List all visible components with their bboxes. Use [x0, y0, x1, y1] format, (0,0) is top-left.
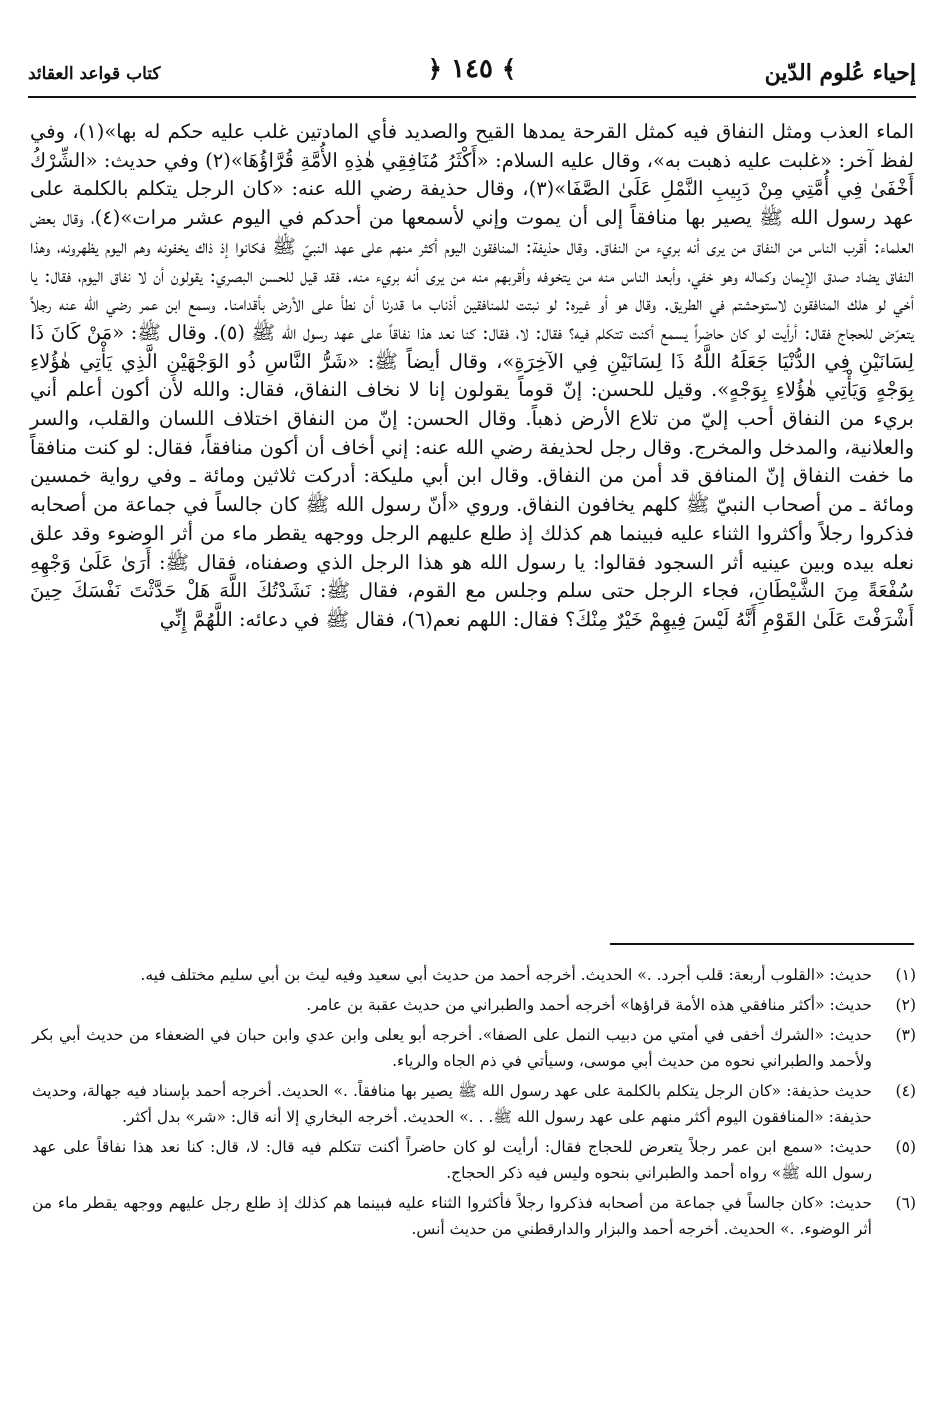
footnote-number: (٤) — [895, 1082, 916, 1100]
section-title: كتاب قواعد العقائد — [28, 64, 161, 84]
footnote-5 — [32, 1134, 916, 1186]
footnote-divider — [610, 943, 914, 945]
main-text — [30, 118, 914, 635]
footnote-text: حديث: «أكثر منافقي هذه الأمة قراؤها» أخرجه أحمد والطبراني من حديث عقبة بن عامر. — [306, 996, 872, 1014]
page-number: ١٤٥ — [451, 54, 493, 84]
footnote-number: (٥) — [895, 1138, 916, 1156]
footnote-text: حديث: «الشرك أخفى في أمتي من دبيب النمل على الصفا». أخرجه أبو يعلى وابن عدي وابن حبان في الضعفاء من حديث أبي بكر ولأحمد والطبراني نحوه من حديث أبي موسى، وسيأتي في ذم الجاه والرياء. — [32, 1026, 872, 1070]
footnote-text: حديث حذيفة: «كان الرجل يتكلم بالكلمة على عهد رسول الله ﷺ يصير بها منافقاً. .» الحديث. أخرجه أحمد بإسناد فيه جهالة، وحديث حذيفة: «المنافقون اليوم أكثر منهم على عهد رسول الله ﷺ. . .» الحديث. أخرجه البخاري إلا أنه قال: «شر» بدل أكثر. — [32, 1082, 872, 1126]
footnote-text: حديث: «القلوب أربعة: قلب أجرد. .» الحديث. أخرجه أحمد من حديث أبي سعيد وفيه ليث بن أبي سليم مختلف فيه. — [140, 966, 872, 984]
footnote-4 — [32, 1078, 916, 1130]
footnote-1 — [32, 962, 916, 988]
footnotes-section — [32, 962, 916, 1246]
book-title: إحياء عُلوم الدّين — [764, 60, 916, 86]
header-divider — [28, 96, 916, 98]
footnote-number: (٣) — [895, 1026, 916, 1044]
footnote-number: (١) — [895, 966, 916, 984]
page-number-box — [428, 54, 516, 84]
footnote-text: حديث: «كان جالساً في جماعة من أصحابه فذكروا رجلاً فأكثروا الثناء عليه فبينما هم كذلك إذ طلع رجل عليهم ووجهه يقطر ماء من أثر الوضوء. .» الحديث. أخرجه أحمد والبزار والدارقطني من حديث أنس. — [32, 1194, 872, 1238]
body-paragraph: الماء العذب ومثل النفاق فيه كمثل القرحة يمدها القيح والصديد فأي المادتين غلب عليه حكم له بها»(١)، وفي لفظ آخر: «غلبت عليه ذهبت به»، وقال عليه السلام: «أَكْثَرُ مُنَافِقِي هٰذِهِ الأُمَّةِ قُرَّاؤُهَا»(٢) وفي حديث: «الشِّرْكُ أَخْفَىٰ فِي أُمَّتِي مِنْ دَبِيبِ النَّمْلِ عَلَىٰ الصَّفَا»(٣)، وقال حذيفة رضي الله عنه: «كان الرجل يتكلم بالكلمة على عهد رسول الله ﷺ يصير بها منافقاً إلى أن يموت وإني لأسمعها من أحدكم في اليوم عشر مرات»(٤)، وقال بعض العلماء: أقرب الناس من النفاق من يرى أنه بريء من النفاق. وقال حذيفة: المنافقون اليوم أكثر منهم على عهد النبيّ ﷺ فكانوا إذ ذاك يخفونه وهم اليوم يظهرونه، وهذا النفاق يضاد صدق الإيمان وكماله وهو خفي، وأبعد الناس منه من يتخوفه وأقربهم منه من يرى أنه بريء منه. فقد قيل للحسن البصري: يقولون أن لا نفاق اليوم، فقال: يا أخي لو هلك المنافقون لاستوحشتم في الطريق. وقال هو أو غيره: لو نبتت للمنافقين أذناب ما قدرنا أن نطأ على الأرض بأقدامنا. وسمع ابن عمر رضي الله عنه رجلاً يتعرّض للحجاج فقال: أرأيت لو كان حاضراً يسمع أكنت تتكلم فيه؟ فقال: لا، فقال: كنا نعد هذا نفاقاً على عهد رسول الله ﷺ (٥). وقال ﷺ: «مَنْ كَانَ ذَا لِسَانَيْنِ فِي الدُّنْيَا جَعَلَهُ اللَّهُ ذَا لِسَانَيْنِ فِي الآخِرَةِ»، وقال أيضاً ﷺ: «شَرُّ النَّاسِ ذُو الوَجْهَيْنِ الَّذِي يَأْتِي هٰؤُلاءِ بِوَجْهٍ وَيَأْتِي هٰؤُلاءِ بِوَجْهٍ». وقيل للحسن: إنّ قوماً يقولون إنا لا نخاف النفاق، فقال: والله لأن أكون أعلم أني بريء من النفاق أحب إليّ من تلاع الأرض ذهباً. وقال الحسن: إنّ من النفاق اختلاف اللسان والقلب، والسر والعلانية، والمدخل والمخرج. وقال رجل لحذيفة رضي الله عنه: إني أخاف أن أكون منافقاً، فقال: لو كنت منافقاً ما خفت النفاق إنّ المنافق قد أمن من النفاق. وقال ابن أبي مليكة: أدركت ثلاثين ومائة ـ وفي رواية خمسين ومائة ـ من أصحاب النبيّ ﷺ كلهم يخافون النفاق. وروي «أنّ رسول الله ﷺ كان جالساً في جماعة من أصحابه فذكروا رجلاً وأكثروا الثناء عليه فبينما هم كذلك إذ طلع عليهم الرجل ووجهه يقطر ماء من أثر الوضوء وقد علق نعله بيده وبين عينيه أثر السجود فقالوا: يا رسول الله هو هذا الرجل الذي وصفناه، فقال ﷺ: أَرَىٰ عَلَىٰ وَجْهِهِ سُفْعَةً مِنَ الشَّيْطَانِ، فجاء الرجل حتى سلم وجلس مع القوم، فقال ﷺ: نَشَدْتُكَ اللَّهَ هَلْ حَدَّثْتَ نَفْسَكَ حِينَ أَشْرَفْتَ عَلَىٰ القَوْمِ أَنَّهُ لَيْسَ فِيهِمْ خَيْرٌ مِنْكَ؟ فقال: اللهم نعم(٦)، فقال ﷺ في دعائه: اللَّهُمَّ إِنِّي — [30, 120, 915, 631]
page-header — [28, 52, 916, 94]
footnote-number: (٢) — [895, 996, 916, 1014]
footnote-2 — [32, 992, 916, 1018]
footnote-number: (٦) — [895, 1194, 916, 1212]
page-number-bracket-left: ﴿ — [427, 54, 442, 83]
page-number-bracket-right: ﴾ — [502, 54, 517, 83]
footnote-3 — [32, 1022, 916, 1074]
footnote-6 — [32, 1190, 916, 1242]
footnote-text: حديث: «سمع ابن عمر رجلاً يتعرض للحجاج فقال: أرأيت لو كان حاضراً أكنت تتكلم فيه قال: لا، قال: كنا نعد هذا نفاقاً على عهد رسول الله ﷺ» رواه أحمد والطبراني بنحوه وليس فيه ذكر الحجاج. — [32, 1138, 872, 1182]
